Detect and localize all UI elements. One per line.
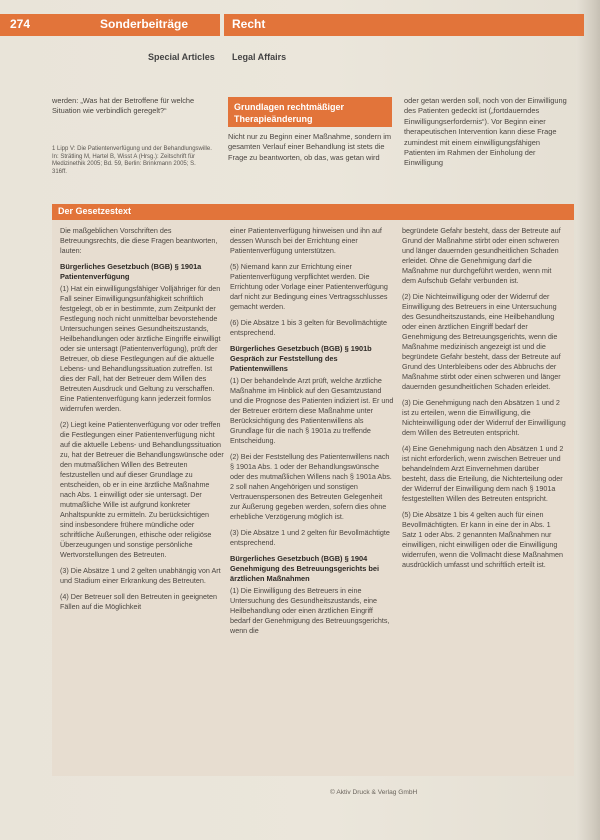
law-paragraph: (4) Der Betreuer soll den Betreuten in geeigneten Fällen auf die Möglichkeit xyxy=(60,592,218,611)
law-paragraph: (2) Die Nichteinwilligung oder der Widerruf der Einwilligung des Betreuers in eine Untersuchung des Gesundheitszustands, eine Heilbehandlung oder einen ärztlichen Eingriff bedarf der Genehmigung des Betreuungsgerichts, wenn die Maßnahme medizinisch angezeigt ist und die begründete Gefahr besteht, dass der Betreute auf Grund des Unterbleibens oder des Abbruchs der Maßnahme stirbt oder einen schweren und länger dauernden gesundheitlichen Schaden erleidet. xyxy=(402,292,561,391)
law-paragraph: (1) Hat ein einwilligungsfähiger Volljähriger für den Fall seiner Einwilligungsunfähigkeit schriftlich festgelegt, ob er in bestimmte, zum Zeitpunkt der Festlegung noch nicht unmittelbar bevorstehende Untersuchungen seines Gesundheitszustands, Heilbehandlungen oder ärztliche Eingriffe einwilligt oder sie untersagt (Patientenverfügung), prüft der Betreuer, ob diese Festlegungen auf die aktuelle Lebens- und Behandlungssituation zutreffen. Ist dies der Fall, hat der Betreuer dem Willen des Betreuten Ausdruck und Geltung zu verschaffen. Eine Patientenverfügung kann jederzeit formlos widerrufen werden. xyxy=(60,284,221,413)
law-paragraph: (5) Niemand kann zur Errichtung einer Patientenverfügung verpflichtet werden. Die Errichtung oder Vorlage einer Patientenverfügung darf nicht zur Bedingung eines Vertragsschlusses gemacht werden. xyxy=(230,262,388,311)
page-number: 274 xyxy=(10,17,31,31)
section-title-right: Recht xyxy=(232,17,266,31)
law-column-2 xyxy=(230,226,394,642)
header-bar-right xyxy=(224,14,584,36)
subheading-text: Grundlagen rechtmäßiger Therapieänderung xyxy=(234,102,345,124)
law-paragraph: (4) Eine Genehmigung nach den Absätzen 1 und 2 ist nicht erforderlich, wenn zwischen Betreuer und behandelndem Arzt Einvernehmen darüber besteht, dass die Erteilung, die Nichterteilung oder der Widerruf der Einwilligung dem nach § 1901a festgestellten Willen des Betreuten entspricht. xyxy=(402,444,564,503)
law-column-3 xyxy=(402,226,566,576)
section-subtitle-right: Legal Affairs xyxy=(232,52,287,62)
law-column-1 xyxy=(60,226,224,618)
body-text-right: oder getan werden soll, noch von der Einwilligung des Patienten gedeckt ist („fortdauerndes Einwilligungserfordernis“). Vor Beginn einer therapeutischen Intervention kann diese Frage zumindest mit einem einwilligungsfähigen Patienten im Rahmen der Einholung der Einwilligung xyxy=(404,96,567,168)
body-text-middle: Nicht nur zu Beginn einer Maßnahme, sondern im gesamten Verlauf einer Behandlung ist stets die Frage zu beantworten, ob das, was getan wird xyxy=(228,132,392,162)
law-paragraph: (2) Bei der Feststellung des Patientenwillens nach § 1901a Abs. 1 oder der Behandlungswünsche oder des mutmaßlichen Willens nach § 1901a Abs. 2 soll nahen Angehörigen und sonstigen Vertrauenspersonen des Betreuten Gelegenheit zur Äußerung gegeben werden, sofern dies ohne erhebliche Verzögerung möglich ist. xyxy=(230,452,392,521)
law-paragraph: (1) Die Einwilligung des Betreuers in eine Untersuchung des Gesundheitszustands, eine Heilbehandlung oder einen ärztlichen Eingriff bedarf der Genehmigung des Betreuungsgerichts, wenn die xyxy=(230,586,390,635)
body-text-left: werden: „Was hat der Betroffene für welche Situation wie verbindlich geregelt?“ xyxy=(52,96,195,116)
law-paragraph: (3) Die Absätze 1 und 2 gelten unabhängig von Art und Stadium einer Erkrankung des Betreuten. xyxy=(60,566,221,585)
law-paragraph: (5) Die Absätze 1 bis 4 gelten auch für einen Bevollmächtigten. Er kann in eine der in Abs. 1 Satz 1 oder Abs. 2 genannten Maßnahmen nur einwilligen, nicht einwilligen oder die Einwilligung widerrufen, wenn die Vollmacht diese Maßnahmen ausdrücklich umfasst und schriftlich erteilt ist. xyxy=(402,510,564,569)
law-paragraph: (3) Die Absätze 1 und 2 gelten für Bevollmächtigte entsprechend. xyxy=(230,528,390,547)
law-heading: Bürgerliches Gesetzbuch (BGB) § 1904 Genehmigung des Betreuungsgerichts bei ärztlichen Maßnahmen xyxy=(230,554,380,583)
section-subtitle-left: Special Articles xyxy=(148,52,215,62)
section-title-left: Sonderbeiträge xyxy=(100,17,189,31)
law-paragraph: (3) Die Genehmigung nach den Absätzen 1 und 2 ist zu erteilen, wenn die Einwilligung, die Nichteinwilligung oder der Widerruf der Einwilligung dem Willen des Betreuten entspricht. xyxy=(402,398,566,437)
law-intro: Die maßgeblichen Vorschriften des Betreuungsrechts, die diese Fragen beantworten, lauten: xyxy=(60,226,218,255)
law-paragraph: (6) Die Absätze 1 bis 3 gelten für Bevollmächtigte entsprechend. xyxy=(230,318,388,337)
law-text-box xyxy=(52,204,574,776)
law-text-title-bar xyxy=(52,204,574,220)
footnote: 1 Lipp V: Die Patientenverfügung und der Behandlungswille. In: Strätling M, Hartel B, Wisst A (Hrsg.): Zeitschrift für Medizinethik 2005; Bd. 59, Berlin: Brinkmann 2005; S. 316ff. xyxy=(52,146,212,175)
page-binding-edge xyxy=(576,0,600,840)
subheading-box xyxy=(228,97,392,127)
law-heading: Bürgerliches Gesetzbuch (BGB) § 1901a Patientenverfügung xyxy=(60,262,202,281)
law-paragraph: begründete Gefahr besteht, dass der Betreute auf Grund der Maßnahme stirbt oder einen schweren und länger dauernden gesundheitlichen Schaden erleidet. Ohne die Genehmigung darf die Maßnahme nur durchgeführt werden, wenn mit dem Aufschub Gefahr verbunden ist. xyxy=(402,226,561,285)
page-header xyxy=(0,14,600,36)
law-paragraph: einer Patientenverfügung hinweisen und ihn auf dessen Wunsch bei der Errichtung einer Patientenverfügung unterstützen. xyxy=(230,226,382,255)
copyright-line: © Aktiv Druck & Verlag GmbH xyxy=(330,789,418,796)
law-paragraph: (2) Liegt keine Patientenverfügung vor oder treffen die Festlegungen einer Patientenverfügung nicht auf die aktuelle Lebens- und Behandlungssituation zu, hat der Betreuer die Behandlungswünsche oder den mutmaßlichen Willen des Betreuten festzustellen und auf dieser Grundlage zu entscheiden, ob er in eine ärztliche Maßnahme nach Abs. 1 einwilligt oder sie untersagt. Der mutmaßliche Wille ist aufgrund konkreter Anhaltspunkte zu ermitteln. Zu berücksichtigen sind insbesondere frühere mündliche oder schriftliche Äußerungen, ethische oder religiöse Überzeugungen und sonstige persönliche Wertvorstellungen des Betreuten. xyxy=(60,420,224,559)
law-paragraph: (1) Der behandelnde Arzt prüft, welche ärztliche Maßnahme im Hinblick auf den Gesamtzustand und die Prognose des Patienten indiziert ist. Er und der Betreuer erörtern diese Maßnahme unter Berücksichtigung des Patientenwillens als Grundlage für die nach § 1901a zu treffende Entscheidung. xyxy=(230,376,394,445)
law-text-title: Der Gesetzestext xyxy=(58,206,132,216)
law-heading: Bürgerliches Gesetzbuch (BGB) § 1901b Gespräch zur Feststellung des Patientenwillens xyxy=(230,344,372,373)
